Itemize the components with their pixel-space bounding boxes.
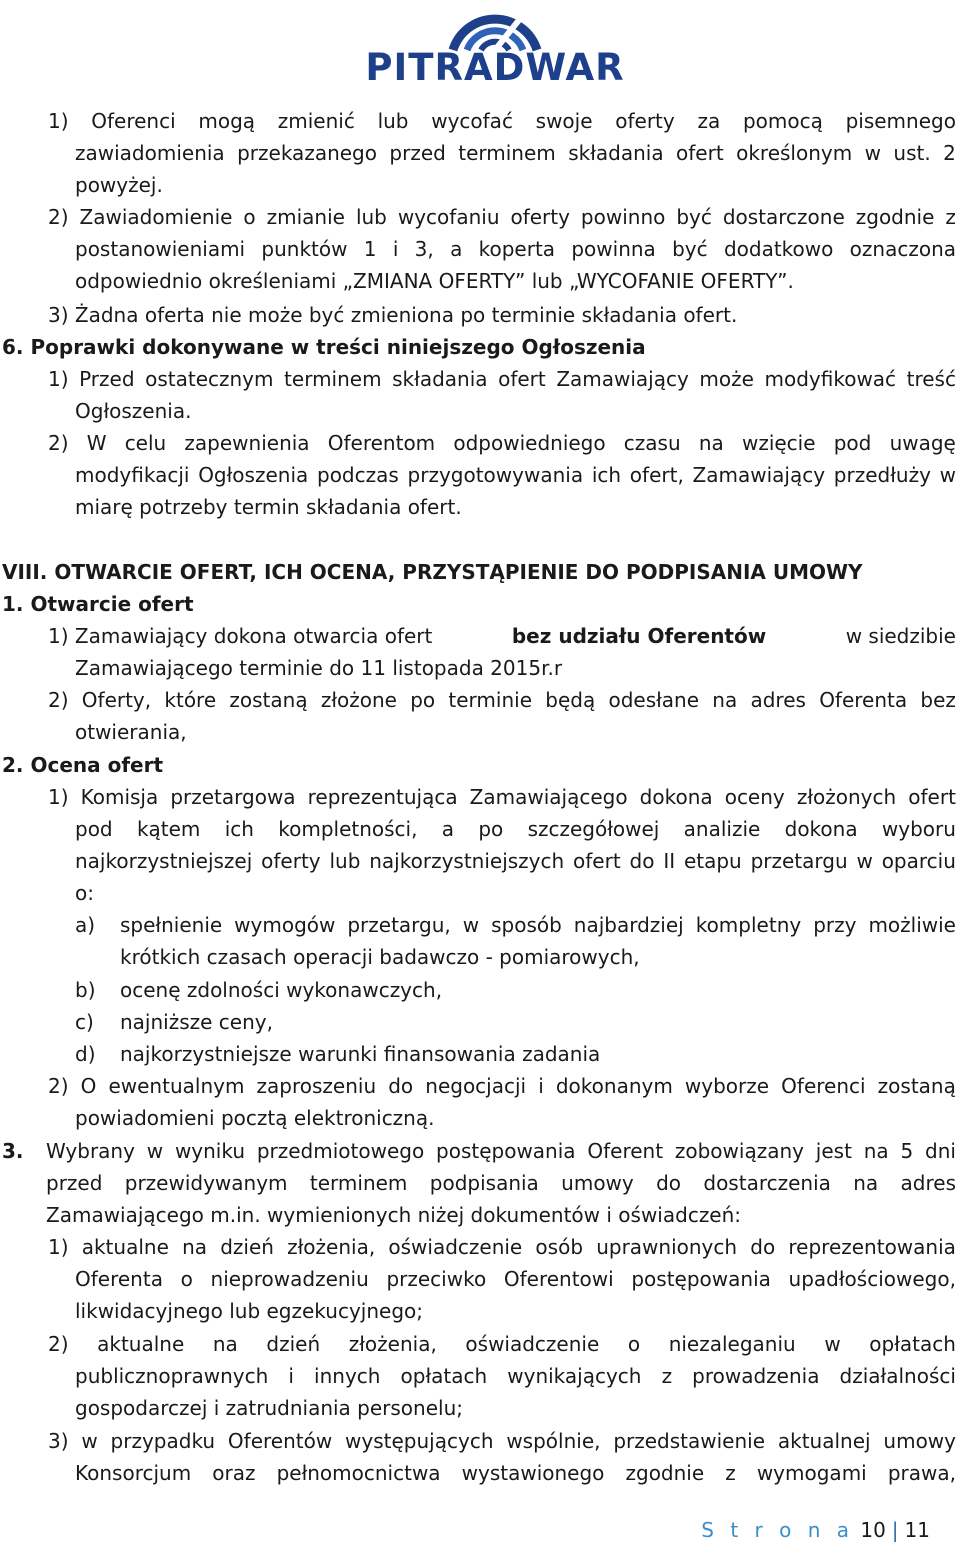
word: negocjacji — [425, 1074, 527, 1098]
page-total: 11 — [904, 1518, 930, 1542]
word: swoje — [535, 109, 593, 133]
word: podczas — [317, 463, 399, 487]
paragraph-line: miarę potrzeby termin składania ofert. — [75, 495, 462, 519]
word: przetargowa — [170, 785, 296, 809]
word: na — [712, 688, 738, 712]
word: najkorzystniejszej — [75, 849, 253, 873]
word: reprezentowania — [788, 1235, 956, 1259]
word: terminem — [284, 367, 382, 391]
word: za — [697, 109, 721, 133]
word: do — [629, 849, 655, 873]
word: Oferent — [587, 1139, 664, 1163]
word: Oferenta — [75, 1267, 163, 1291]
word: w — [939, 463, 956, 487]
word: o — [243, 205, 256, 229]
word: zostaną — [877, 1074, 956, 1098]
word: ust. — [893, 141, 931, 165]
word: Zamawiający — [556, 367, 689, 391]
word: 2) — [48, 688, 69, 712]
list-marker: a) — [75, 913, 96, 937]
word: dostarczone — [722, 205, 845, 229]
word: na — [863, 1139, 889, 1163]
word: Oferenta — [819, 688, 908, 712]
word: lub — [329, 849, 361, 873]
word: na — [698, 431, 724, 455]
word: wyborze — [684, 1074, 770, 1098]
word: do — [388, 1074, 414, 1098]
word: przed — [46, 1171, 103, 1195]
paragraph-line — [48, 782, 956, 812]
word: Wybrany — [46, 1139, 135, 1163]
list-marker: c) — [75, 1010, 94, 1034]
word: na — [182, 1235, 207, 1259]
word: modyfikować — [764, 367, 897, 391]
word: pod — [833, 431, 872, 455]
word: umowy — [883, 1429, 956, 1453]
paragraph-line — [75, 1361, 956, 1391]
word: powinna — [571, 237, 656, 261]
word: zapewnienia — [184, 431, 310, 455]
word: Konsorcjum — [75, 1461, 192, 1485]
section-heading: 1. Otwarcie ofert — [2, 592, 194, 616]
word: przewidywanym — [124, 1171, 288, 1195]
word: w — [146, 1139, 164, 1163]
word: po — [410, 688, 436, 712]
word: publicznoprawnych — [75, 1364, 269, 1388]
word: Zamawiającego — [469, 785, 628, 809]
word: sposób — [491, 913, 562, 937]
page-number: 10 — [860, 1518, 886, 1542]
word: oświadczenie — [465, 1332, 600, 1356]
word: dzień — [220, 1235, 274, 1259]
word: z — [725, 1461, 736, 1485]
word: odesłane — [608, 688, 700, 712]
word: kątem — [136, 817, 201, 841]
word: ofert — [676, 141, 724, 165]
paragraph-line — [48, 621, 956, 651]
word: o — [180, 1267, 193, 1291]
word: dostarczenia — [703, 1171, 831, 1195]
word: działalności — [839, 1364, 956, 1388]
paragraph-line — [48, 685, 956, 715]
list-item-line — [120, 910, 956, 940]
paragraph-line: odpowiednio określeniami „ZMIANA OFERTY” lub „WYCOFANIE OFERTY”. — [75, 269, 794, 293]
word: nieprowadzeniu — [210, 1267, 369, 1291]
word: 1) — [48, 367, 69, 391]
word: wycofaniu — [397, 205, 500, 229]
paragraph-line: otwierania, — [75, 720, 187, 744]
word: modyfikacji — [75, 463, 190, 487]
word: Oferentów — [227, 1429, 333, 1453]
word: w — [856, 849, 873, 873]
word: opłatach — [869, 1332, 956, 1356]
word: z — [661, 1364, 673, 1388]
word: terminem — [309, 1171, 408, 1195]
list-item-line: krótkich czasach operacji badawczo - pomiarowych, — [120, 945, 640, 969]
word: składania — [392, 367, 488, 391]
word: lub — [355, 205, 387, 229]
word: uwagę — [889, 431, 956, 455]
word: dzień — [266, 1332, 321, 1356]
paragraph-line: powiadomieni pocztą elektroniczną. — [75, 1106, 435, 1130]
paragraph-line — [48, 1232, 956, 1262]
word: pełnomocnictwa — [276, 1461, 441, 1485]
word: postanowieniami — [75, 237, 246, 261]
word: złożonych — [796, 785, 897, 809]
paragraph-line — [48, 1071, 956, 1101]
word: złożone — [320, 688, 397, 712]
paragraph-line — [48, 202, 956, 232]
word: oraz — [212, 1461, 256, 1485]
word: Oferentom — [327, 431, 436, 455]
word: wycofać — [431, 109, 513, 133]
word: 1) — [48, 1235, 69, 1259]
word: wymogów — [234, 913, 336, 937]
word: przedłuży — [833, 463, 931, 487]
word: które — [164, 688, 217, 712]
word: ofert — [498, 367, 546, 391]
paragraph-line — [48, 364, 956, 394]
company-logo — [355, 0, 635, 89]
word: do — [656, 1171, 682, 1195]
text-run: 1) Zamawiający dokona otwarcia ofert — [48, 624, 433, 648]
word: pisemnego — [845, 109, 956, 133]
word: wspólnie, — [506, 1429, 601, 1453]
paragraph-line — [75, 234, 956, 264]
word: zgodnie — [855, 205, 935, 229]
word: dokonanym — [555, 1074, 673, 1098]
word: Ogłoszenia — [198, 463, 309, 487]
word: osób — [535, 1235, 584, 1259]
paragraph-line — [48, 106, 956, 136]
section-number: 3. — [2, 1139, 24, 1163]
word: przed — [389, 141, 446, 165]
word: celu — [124, 431, 167, 455]
word: prowadzenia — [692, 1364, 820, 1388]
word: o — [627, 1332, 641, 1356]
paragraph-line — [75, 460, 956, 490]
word: przygotowywania — [407, 463, 584, 487]
word: zaproszeniu — [256, 1074, 377, 1098]
word: możliwie — [868, 913, 956, 937]
word: Komisja — [80, 785, 159, 809]
paragraph-line — [75, 138, 956, 168]
page-footer — [701, 1516, 930, 1544]
text-run: w siedzibie — [845, 624, 956, 648]
word: przetargu, — [347, 913, 451, 937]
word: wyboru — [881, 817, 956, 841]
paragraph-line — [48, 1329, 956, 1359]
word: kompletności, — [278, 817, 418, 841]
paragraph-line — [46, 1136, 956, 1166]
word: w — [462, 913, 480, 937]
word: analizie — [683, 817, 761, 841]
word: Przed — [79, 367, 135, 391]
word: na — [212, 1332, 238, 1356]
word: upadłościowego, — [788, 1267, 956, 1291]
word: umowy — [561, 1171, 634, 1195]
word: oświadczenie — [388, 1235, 523, 1259]
word: będą — [545, 688, 596, 712]
paragraph-line — [75, 846, 956, 876]
word: określonym — [736, 141, 853, 165]
word: 5 — [900, 1139, 914, 1163]
word: adres — [750, 688, 806, 712]
word: i — [392, 237, 399, 261]
paragraph-line — [48, 1426, 956, 1456]
paragraph-line: likwidacyjnego lub egzekucyjnego; — [75, 1299, 423, 1323]
paragraph-line: o: — [75, 881, 94, 905]
word: postępowania — [436, 1139, 576, 1163]
word: bez — [920, 688, 956, 712]
paragraph-line: Zamawiającego m.in. wymienionych niżej dokumentów i oświadczeń: — [46, 1203, 742, 1227]
paragraph-line: powyżej. — [75, 173, 163, 197]
word: ostatecznym — [145, 367, 274, 391]
word: opłatach — [400, 1364, 488, 1388]
word: ofert — [908, 785, 956, 809]
word: zmienić — [277, 109, 355, 133]
word: przeciwko — [386, 1267, 487, 1291]
word: zawiadomienia — [75, 141, 225, 165]
list-marker: b) — [75, 978, 96, 1002]
list-marker: d) — [75, 1042, 96, 1066]
paragraph-line: Ogłoszenia. — [75, 399, 192, 423]
word: spełnienie — [120, 913, 223, 937]
word: zostaną — [229, 688, 308, 712]
word: a — [450, 237, 463, 261]
word: zobowiązany — [674, 1139, 804, 1163]
word: być — [672, 237, 708, 261]
word: koperta — [478, 237, 556, 261]
word: pod — [75, 817, 113, 841]
word: przypadku — [110, 1429, 216, 1453]
word: 1) — [48, 785, 69, 809]
word: 3) — [48, 1429, 69, 1453]
word: ofert, — [629, 463, 684, 487]
word: 1) — [48, 109, 69, 133]
word: złożenia, — [348, 1332, 437, 1356]
paragraph-line: 3) Żadna oferta nie może być zmieniona po terminie składania ofert. — [48, 303, 738, 327]
bold-text-run: bez udziału Oferentów — [511, 624, 767, 648]
word: powinno — [580, 205, 666, 229]
word: terminie — [448, 688, 532, 712]
word: Oferty, — [81, 688, 152, 712]
paragraph-line — [48, 428, 956, 458]
page-label: S t r o n a — [701, 1518, 854, 1542]
word: mogą — [198, 109, 256, 133]
word: adres — [900, 1171, 956, 1195]
word: 2 — [943, 141, 956, 165]
word: odpowiedniego — [453, 431, 606, 455]
word: złożenia, — [287, 1235, 376, 1259]
chapter-heading: VIII. OTWARCIE OFERT, ICH OCENA, PRZYSTĄPIENIE DO PODPISANIA UMOWY — [2, 560, 863, 584]
word: 2) — [48, 431, 69, 455]
word: terminem — [458, 141, 556, 165]
word: przy — [813, 913, 857, 937]
word: lub — [377, 109, 409, 133]
word: zmianie — [266, 205, 345, 229]
word: oznaczona — [849, 237, 956, 261]
word: etapu — [683, 849, 742, 873]
word: ewentualnym — [108, 1074, 245, 1098]
word: do — [750, 1235, 776, 1259]
word: wymogami — [756, 1461, 867, 1485]
word: II — [663, 849, 676, 873]
word: Oferentowi — [503, 1267, 614, 1291]
word: oceny — [724, 785, 785, 809]
word: szczegółowej — [527, 817, 660, 841]
word: Oferenci — [781, 1074, 866, 1098]
word: i — [538, 1074, 544, 1098]
word: kompletny — [695, 913, 802, 937]
word: 2) — [48, 205, 69, 229]
word: wynikających — [507, 1364, 642, 1388]
word: ich — [224, 817, 254, 841]
word: wyniku — [174, 1139, 246, 1163]
word: przetargu — [750, 849, 848, 873]
word: występujących — [345, 1429, 494, 1453]
word: oferty — [261, 849, 321, 873]
word: wystawionego — [461, 1461, 605, 1485]
word: na — [853, 1171, 879, 1195]
paragraph-line — [75, 1264, 956, 1294]
word: uprawnionych — [596, 1235, 738, 1259]
word: zgodnie — [625, 1461, 705, 1485]
word: ich — [591, 463, 622, 487]
word: dodatkowo — [723, 237, 834, 261]
word: postępowania — [631, 1267, 771, 1291]
word: treść — [906, 367, 956, 391]
word: 2) — [48, 1074, 69, 1098]
word: w — [824, 1332, 841, 1356]
word: W — [86, 431, 107, 455]
word: ofert — [573, 849, 621, 873]
word: niezaleganiu — [668, 1332, 796, 1356]
word: oparciu — [881, 849, 956, 873]
word: i — [288, 1364, 294, 1388]
paragraph-line — [46, 1168, 956, 1198]
word: wzięcie — [741, 431, 816, 455]
word: prawa, — [887, 1461, 956, 1485]
word: w — [81, 1429, 98, 1453]
logo-text: PITRADWAR — [365, 46, 625, 89]
word: najbardziej — [573, 913, 684, 937]
word: 2) — [48, 1332, 69, 1356]
paragraph-line: gospodarczej i zatrudniania personelu; — [75, 1396, 463, 1420]
word: dni — [925, 1139, 956, 1163]
word: aktualnej — [777, 1429, 871, 1453]
section-heading: 6. Poprawki dokonywane w treści niniejszego Ogłoszenia — [2, 335, 646, 359]
word: innych — [314, 1364, 381, 1388]
word: w — [864, 141, 881, 165]
word: dokona — [784, 817, 858, 841]
word: być — [676, 205, 712, 229]
word: dokona — [639, 785, 713, 809]
paragraph-line — [75, 814, 956, 844]
word: pomocą — [742, 109, 823, 133]
word: przedstawienie — [613, 1429, 766, 1453]
word: aktualne — [97, 1332, 185, 1356]
word: podpisania — [429, 1171, 539, 1195]
word: Zamawiający — [692, 463, 826, 487]
word: 3, — [414, 237, 434, 261]
paragraph-line — [75, 1458, 956, 1488]
word: 1 — [363, 237, 377, 261]
word: przedmiotowego — [256, 1139, 425, 1163]
list-item-line: najkorzystniejsze warunki finansowania zadania — [120, 1042, 601, 1066]
word: po — [478, 817, 504, 841]
page-separator: | — [891, 1518, 899, 1542]
word: punktów — [261, 237, 348, 261]
paragraph-line: Zamawiającego terminie do 11 listopada 2015r.r — [75, 656, 563, 680]
word: reprezentująca — [307, 785, 458, 809]
section-heading: 2. Ocena ofert — [2, 753, 164, 777]
word: składania — [568, 141, 664, 165]
word: przekazanego — [237, 141, 377, 165]
word: najkorzystniejszych — [369, 849, 565, 873]
list-item-line: najniższe ceny, — [120, 1010, 273, 1034]
word: z — [945, 205, 956, 229]
word: oferty — [510, 205, 570, 229]
word: aktualne — [81, 1235, 169, 1259]
word: Zawiadomienie — [79, 205, 233, 229]
word: jest — [815, 1139, 852, 1163]
word: oferty — [615, 109, 675, 133]
list-item-line: ocenę zdolności wykonawczych, — [120, 978, 443, 1002]
word: może — [699, 367, 754, 391]
word: O — [80, 1074, 97, 1098]
word: Oferenci — [91, 109, 176, 133]
word: a — [441, 817, 455, 841]
word: czasu — [623, 431, 681, 455]
